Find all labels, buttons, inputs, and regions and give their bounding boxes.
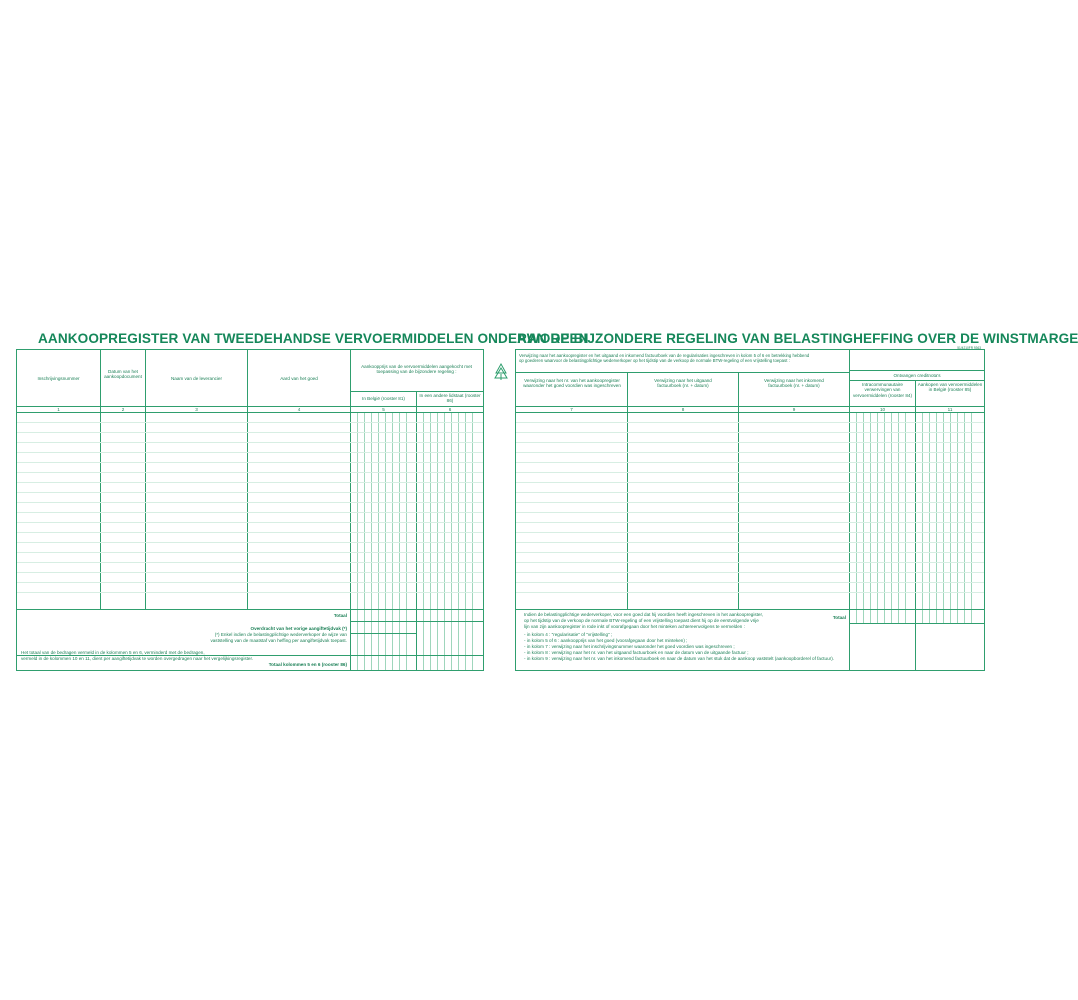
right-register-page: [515, 346, 985, 671]
left-page-title: AANKOOPREGISTER VAN TWEEDEHANDSE VERVOERMIDDELEN ONDERWORPEN: [38, 331, 589, 346]
form-code: 51/4210FR 9363: [957, 346, 981, 350]
right-instruction-line-4: - in kolom 4 : "regularisatie" of "vrijstelling" ;: [524, 632, 613, 637]
right-instruction-line-5: - in kolom 5 of 6 : aankoopprijs van het goed (voorafgegaan door het minteken) ;: [524, 638, 688, 643]
right-instruction-line-2: op het tijdstip van de verkoop de normale BTW-regeling of een vrijstelling toepast dient hij op de eerstvolgende vrije: [524, 618, 759, 623]
right-header-note-line-1: Verwijzing naar het aankoopregister en het uitgaand en inkomend factuurboek van de regularisaties ingeschreven in kolom 5 of 6 en betrekking hebbend: [519, 353, 810, 358]
right-instruction-line-1: Indien de belastingplichtige wederverkoper, voor een goed dat hij voordien heeft ingeschreven in het aankoopregister,: [524, 612, 764, 617]
col-number-4: 4: [297, 407, 301, 412]
left-footnote-line-1: (*) Enkel indien de belastingplichtige wederverkoper de wijze van: [214, 632, 347, 637]
left-totaal-kolommen-label: Totaal kolommen 5 en 6 (rooster 86): [268, 662, 347, 667]
col-aankoopprijs-group-header: Aankoopprijs van de vervoermiddelen aangekocht met toepassing van de bijzondere regeling :: [361, 364, 472, 375]
right-header-note-line-3: [519, 363, 520, 368]
col-belgie-header: In België (rooster 81): [362, 396, 405, 401]
left-register-page: [16, 349, 484, 671]
left-note-line-1: Het totaal van de bedragen vermeld in de kolommen 5 en 6, verminderd met de bedragen,: [21, 650, 205, 655]
col-11-header: Aankopen van vervoermiddelen in België (rooster 85): [917, 382, 983, 393]
left-note-line-2: vermeld in de kolommen 10 en 11, dient per aangiftetijdvak te worden overgedragen naar het vergelijkingsregister.: [21, 656, 254, 661]
col-aard-header: Aard van het goed: [280, 376, 318, 381]
right-page-title: AAN DE BIJZONDERE REGELING VAN BELASTINGHEFFING OVER DE WINSTMARGE: [517, 331, 1078, 346]
col-9-header: Verwijzing naar het inkomend factuurboek (nr. + datum): [763, 378, 824, 389]
tree-logo-icon: [494, 364, 508, 380]
col-number-7: 7: [570, 407, 573, 412]
left-footnote-line-2: vaststelling van de maatstaf van heffing per aangiftetijdvak toepast.: [210, 638, 347, 643]
col-number-11: 11: [947, 407, 953, 412]
col-number-3: 3: [195, 407, 198, 412]
left-totaal-label: Totaal: [333, 613, 347, 618]
col-datum-header: Datum van het aankoopdocument: [104, 369, 142, 380]
right-instruction-line-7: - in kolom 8 : verwijzing naar het nr. van het uitgaand factuurboek en naar de datum van de uitgaande factuur ;: [524, 650, 749, 655]
right-instruction-line-3: lijn van zijn aankoopregister in rode inkt of voorafgegaan door het minteken achtereenvolgens te vermelden :: [524, 624, 745, 629]
right-totaal-label: Totaal: [832, 615, 846, 620]
right-instruction-line-8: - in kolom 9 : verwijzing naar het nr. van het inkomend factuurboek en naar de datum van het stuk dat de aankoop vaststelt (aankoopborderel of factuur).: [524, 656, 835, 661]
col-number-10: 10: [879, 407, 886, 412]
left-overdracht-label: Overdracht van het vorige aangiftetijdvak (*): [250, 626, 347, 631]
col-inschrijvingsnummer-header: Inschrijvingsnummer: [37, 376, 80, 381]
col-leverancier-header: Naam van de leverancier: [170, 376, 223, 381]
col-number-5: 5: [382, 407, 385, 412]
col-10-header: Intracommunautaire verwervingen van vervoermiddelen (rooster 84): [853, 382, 912, 398]
col-number-6: 6: [448, 407, 452, 412]
col-lidstaat-header: In een andere lidstaat (rooster 86): [419, 393, 481, 404]
right-instruction-line-6: - in kolom 7 : verwijzing naar het inschrijvingsnummer waaronder het goed voordien was ingeschreven ;: [524, 644, 735, 649]
col-number-9: 9: [792, 407, 796, 412]
col-8-header: Verwijzing naar het uitgaand factuurboek (nr. + datum): [654, 378, 712, 389]
right-header-note-line-2: op goederen waarvoor de belastingplichtige wederverkoper op het tijdstip van de verkoop de normale BTW-regeling of een vrijstelling toepast :: [519, 358, 790, 363]
ontvangen-creditnotas-header: Ontvangen creditnota's: [893, 373, 941, 378]
col-number-1: 1: [57, 407, 60, 412]
col-number-8: 8: [681, 407, 685, 412]
col-number-2: 2: [121, 407, 125, 412]
col-7-header: Verwijzing naar het nr. van het aankoopregister waaronder het goed voordien was ingeschreven: [523, 378, 621, 389]
